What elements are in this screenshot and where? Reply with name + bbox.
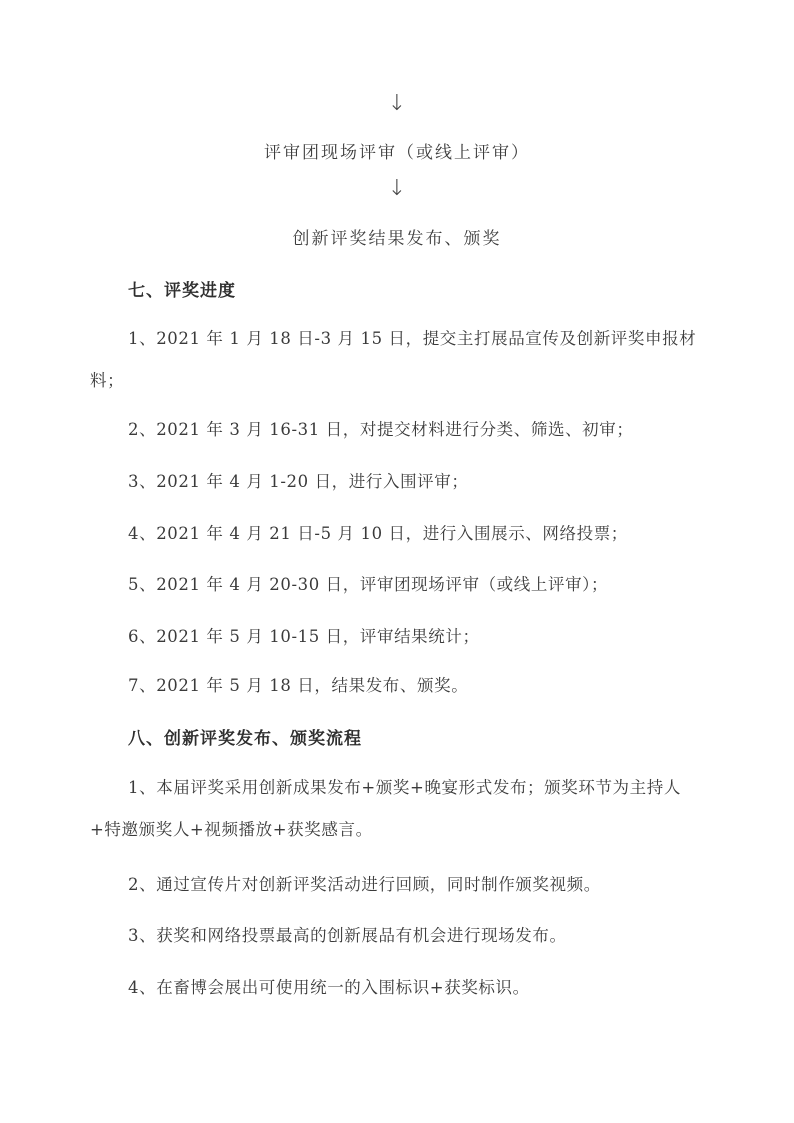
down-arrow-icon: ↓ bbox=[387, 176, 407, 201]
process-item: 1、本届评奖采用创新成果发布+颁奖+晚宴形式发布；颁奖环节为主持人+特邀颁奖人+视频播放+获奖感言。 bbox=[90, 778, 681, 839]
schedule-item: 2、2021 年 3 月 16-31 日，对提交材料进行分类、筛选、初审； bbox=[128, 420, 634, 439]
process-item: 4、在畜博会展出可使用统一的入围标识+获奖标识。 bbox=[128, 978, 530, 997]
schedule-item: 4、2021 年 4 月 21 日-5 月 10 日，进行入围展示、网络投票； bbox=[128, 524, 628, 543]
schedule-item: 3、2021 年 4 月 1-20 日，进行入围评审； bbox=[128, 472, 469, 491]
section-heading-award-process: 八、创新评奖发布、颁奖流程 bbox=[128, 729, 362, 749]
down-arrow-icon: ↓ bbox=[387, 91, 407, 116]
process-item: 3、获奖和网络投票最高的创新展品有机会进行现场发布。 bbox=[128, 926, 567, 945]
schedule-item: 5、2021 年 4 月 20-30 日，评审团现场评审（或线上评审）； bbox=[128, 575, 609, 594]
process-item: 2、通过宣传片对创新评奖活动进行回顾，同时制作颁奖视频。 bbox=[128, 875, 601, 894]
schedule-item: 7、2021 年 5 月 18 日，结果发布、颁奖。 bbox=[128, 676, 469, 695]
schedule-item: 6、2021 年 5 月 10-15 日，评审结果统计； bbox=[128, 627, 480, 646]
flow-step-review: 评审团现场评审（或线上评审） bbox=[264, 143, 530, 163]
schedule-item: 1、2021 年 1 月 18 日-3 月 15 日，提交主打展品宣传及创新评奖申报材料； bbox=[90, 329, 697, 390]
flow-step-award: 创新评奖结果发布、颁奖 bbox=[292, 229, 502, 249]
section-heading-schedule: 七、评奖进度 bbox=[128, 281, 236, 301]
